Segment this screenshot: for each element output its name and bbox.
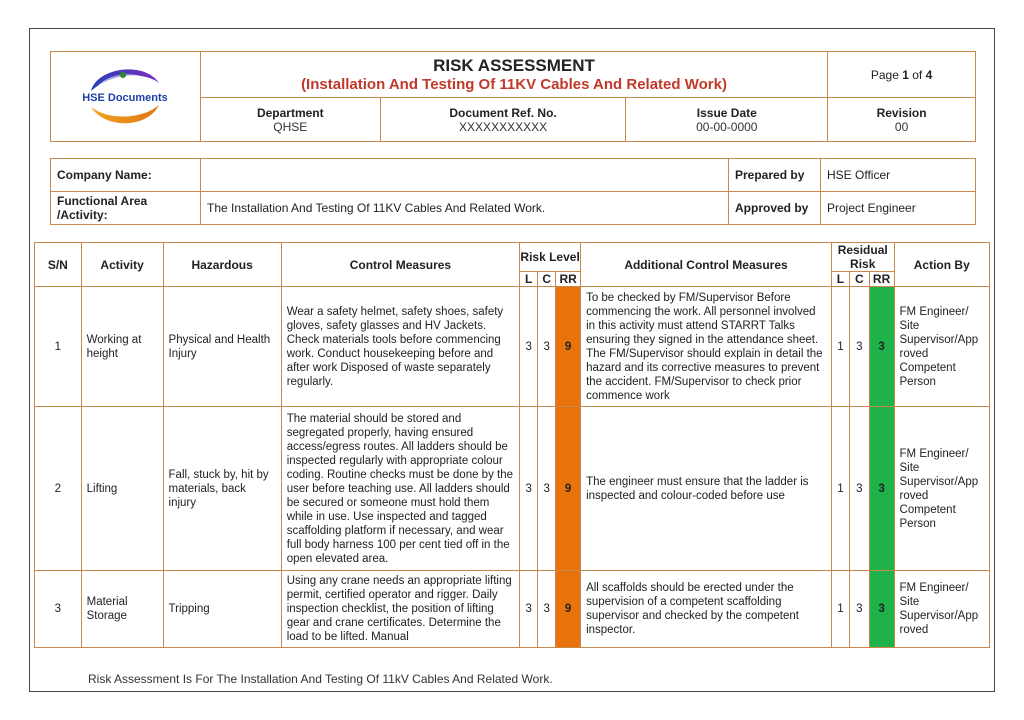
header-c: C xyxy=(538,272,556,287)
row-control: Using any crane needs an appropriate lifting permit, certified operator and rigger. Daily inspection checklist, the position of lifting gear and crane certificates. Determine the load to be lifted. Manual xyxy=(281,571,519,648)
row-l: 3 xyxy=(520,287,538,407)
functional-area-value: The Installation And Testing Of 11KV Cables And Related Work. xyxy=(201,192,729,225)
row-additional: All scaffolds should be erected under the supervision of a competent scaffolding supervisor and checked by the competent inspector. xyxy=(581,571,832,648)
header-sn: S/N xyxy=(35,243,82,287)
row-activity: Lifting xyxy=(81,407,163,571)
row-c: 3 xyxy=(538,571,556,648)
table-row xyxy=(35,407,990,571)
department-cell xyxy=(200,98,380,142)
title-cell xyxy=(200,52,827,98)
row-additional: The engineer must ensure that the ladder is inspected and colour-coded before use xyxy=(581,407,832,571)
row-res-c: 3 xyxy=(849,571,869,648)
document-page xyxy=(29,28,995,692)
row-sn: 3 xyxy=(35,571,82,648)
row-rr: 9 xyxy=(556,407,581,571)
header-control-measures: Control Measures xyxy=(281,243,519,287)
row-c: 3 xyxy=(538,407,556,571)
row-activity: Material Storage xyxy=(81,571,163,648)
row-hazard: Physical and Health Injury xyxy=(163,287,281,407)
page-title: RISK ASSESSMENT xyxy=(433,56,595,75)
issue-date-cell xyxy=(626,98,828,142)
row-res-rr: 3 xyxy=(869,571,894,648)
revision-value: 00 xyxy=(894,119,909,134)
row-hazard: Tripping xyxy=(163,571,281,648)
row-action: FM Engineer/ Site Supervisor/App roved xyxy=(894,571,989,648)
row-activity: Working at height xyxy=(81,287,163,407)
approved-by-label: Approved by xyxy=(729,192,821,225)
company-info xyxy=(50,158,976,225)
issue-date-label: Issue Date xyxy=(696,105,757,120)
approved-by-value: Project Engineer xyxy=(821,192,976,225)
page-prefix: Page xyxy=(870,67,903,82)
footer-note: Risk Assessment Is For The Installation And Testing Of 11kV Cables And Related Work. xyxy=(88,672,553,686)
header-additional-control: Additional Control Measures xyxy=(581,243,832,287)
issue-date-value: 00-00-0000 xyxy=(696,119,758,134)
page-current: 1 xyxy=(902,67,909,82)
svg-text:HSE Documents: HSE Documents xyxy=(83,92,168,104)
row-res-l: 1 xyxy=(831,571,849,648)
document-header xyxy=(50,51,976,142)
page-total: 4 xyxy=(925,67,933,82)
table-row xyxy=(35,571,990,648)
row-action: FM Engineer/ Site Supervisor/App roved Competent Person xyxy=(894,287,989,407)
row-control: Wear a safety helmet, safety shoes, safety gloves, safety glasses and HV Jackets. Check materials tools before commencing work. Conduct housekeeping before and after work Disposed of waste separately regularly. xyxy=(281,287,519,407)
prepared-by-label: Prepared by xyxy=(729,159,821,192)
header-res-rr: RR xyxy=(869,272,894,287)
page-subtitle: (Installation And Testing Of 11KV Cables And Related Work) xyxy=(301,76,727,93)
hse-documents-logo xyxy=(83,57,167,133)
header-activity: Activity xyxy=(81,243,163,287)
row-res-rr: 3 xyxy=(869,407,894,571)
row-res-c: 3 xyxy=(849,287,869,407)
revision-label: Revision xyxy=(876,105,927,120)
row-c: 3 xyxy=(538,287,556,407)
row-res-rr: 3 xyxy=(869,287,894,407)
company-name-label: Company Name: xyxy=(51,159,201,192)
row-l: 3 xyxy=(520,407,538,571)
department-value: QHSE xyxy=(273,119,308,134)
row-additional: To be checked by FM/Supervisor Before commencing the work. All personnel involved in this activity must attend STARRT Talks ensuring they signed in the attendance sheet. The FM/Supervisor should explain in detail the hazard and its corrective measures to prevent the accident. FM/Supervisor to check prior commence work xyxy=(581,287,832,407)
row-res-l: 1 xyxy=(831,287,849,407)
row-l: 3 xyxy=(520,571,538,648)
risk-table xyxy=(34,242,990,648)
header-res-c: C xyxy=(849,272,869,287)
header-res-l: L xyxy=(831,272,849,287)
company-name-value xyxy=(201,159,729,192)
docref-value: XXXXXXXXXXX xyxy=(459,119,548,134)
row-hazard: Fall, stuck by, hit by materials, back injury xyxy=(163,407,281,571)
row-sn: 1 xyxy=(35,287,82,407)
row-res-l: 1 xyxy=(831,407,849,571)
row-control: The material should be stored and segregated properly, having ensured access/egress routes. All ladders should be inspected regularly with appropriate colour coding. Routine checks must be done by the user before teaching use. All ladders should be secured or someone must hold them while in use. Use inspected and tagged scaffolding platform if necessary, and wear full body harness 100 per cent tied off in the open elevated area. xyxy=(281,407,519,571)
header-rr: RR xyxy=(556,272,581,287)
row-action: FM Engineer/ Site Supervisor/App roved Competent Person xyxy=(894,407,989,571)
page-of: of xyxy=(908,67,926,82)
row-rr: 9 xyxy=(556,287,581,407)
functional-area-label: Functional Area /Activity: xyxy=(51,192,201,225)
row-res-c: 3 xyxy=(849,407,869,571)
prepared-by-value: HSE Officer xyxy=(821,159,976,192)
department-label: Department xyxy=(256,105,324,120)
page-number-cell xyxy=(828,52,976,98)
row-rr: 9 xyxy=(556,571,581,648)
header-l: L xyxy=(520,272,538,287)
table-row xyxy=(35,287,990,407)
header-action-by: Action By xyxy=(894,243,989,287)
row-sn: 2 xyxy=(35,407,82,571)
logo-cell xyxy=(51,52,201,142)
docref-cell xyxy=(380,98,626,142)
docref-label: Document Ref. No. xyxy=(449,105,557,120)
header-risk-level: Risk Level xyxy=(520,243,581,272)
header-residual-risk: Residual Risk xyxy=(831,243,894,272)
header-hazardous: Hazardous xyxy=(163,243,281,287)
revision-cell xyxy=(828,98,976,142)
